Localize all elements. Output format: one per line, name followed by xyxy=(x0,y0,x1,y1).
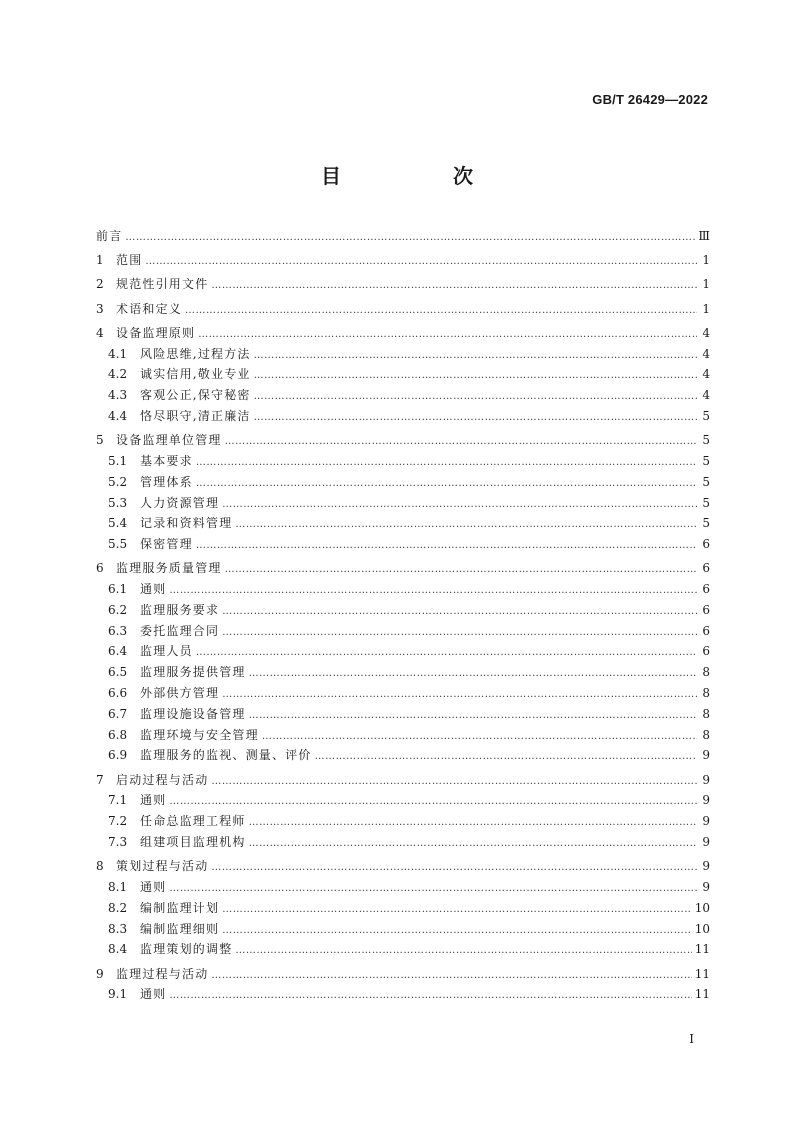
toc-entry-label: 通则 xyxy=(140,793,167,808)
toc-entry-number: 4.2 xyxy=(108,367,128,382)
toc-entry-page: 5 xyxy=(702,495,710,510)
toc-entry-number: 4.4 xyxy=(108,408,128,423)
toc-entry-number: 6.7 xyxy=(108,706,128,721)
toc-entry-label: 保密管理 xyxy=(140,537,193,552)
toc-entry-number: 5.4 xyxy=(108,516,128,531)
toc-entry-page: 5 xyxy=(702,453,710,468)
toc-section-entry[interactable] xyxy=(96,984,710,1005)
toc-entry-number: 1 xyxy=(96,253,104,268)
dot-leader xyxy=(196,643,697,664)
toc-entry-number: 4.1 xyxy=(108,346,128,361)
toc-section-entry[interactable] xyxy=(96,725,710,746)
dot-leader xyxy=(249,706,697,727)
toc-section-entry[interactable] xyxy=(96,811,710,832)
toc-section-entry[interactable] xyxy=(96,493,710,514)
toc-section-entry[interactable] xyxy=(96,939,710,960)
toc-entry-number: 5.5 xyxy=(108,537,128,552)
toc-entry-page: 4 xyxy=(702,325,710,340)
toc-entry-page: 5 xyxy=(702,516,710,531)
toc-entry-page: 4 xyxy=(702,346,710,361)
standard-code: GB/T 26429—2022 xyxy=(592,92,708,107)
toc-entry-number: 6.5 xyxy=(108,665,128,680)
toc-section-entry[interactable] xyxy=(96,364,710,385)
toc-chapter-entry[interactable] xyxy=(96,558,710,579)
toc-entry-page: 10 xyxy=(694,921,710,936)
toc-entry-page: 5 xyxy=(702,433,710,448)
dot-leader xyxy=(249,834,697,855)
toc-entry-label: 监理设施设备管理 xyxy=(140,706,246,721)
toc-entry-label: 任命总监理工程师 xyxy=(140,814,246,829)
toc-entry-label: 规范性引用文件 xyxy=(116,277,209,292)
toc-entry-page: 6 xyxy=(702,582,710,597)
toc-entry-label: 外部供方管理 xyxy=(140,686,220,701)
toc-entry-label: 策划过程与活动 xyxy=(116,859,209,874)
toc-section-entry[interactable] xyxy=(96,451,710,472)
toc-entry-number: 7 xyxy=(96,772,104,787)
toc-section-entry[interactable] xyxy=(96,790,710,811)
dot-leader xyxy=(145,252,697,273)
dot-leader xyxy=(254,346,697,367)
toc-entry-number: 5 xyxy=(96,433,104,448)
dot-leader xyxy=(169,986,691,1007)
toc-entry-label: 监理环境与安全管理 xyxy=(140,727,259,742)
toc-section-entry[interactable] xyxy=(96,513,710,534)
toc-entry-page: 11 xyxy=(694,966,710,981)
dot-leader xyxy=(211,966,691,987)
toc-chapter-entry[interactable] xyxy=(96,964,710,985)
dot-leader xyxy=(211,858,697,879)
toc-entry-number: 6 xyxy=(96,561,104,576)
dot-leader xyxy=(222,900,692,921)
toc-entry-page: 10 xyxy=(694,900,710,915)
toc-entry-number: 6.3 xyxy=(108,623,128,638)
toc-entry-label: 监理人员 xyxy=(140,644,193,659)
toc-entry-number: 7.3 xyxy=(108,835,128,850)
dot-leader xyxy=(222,602,697,623)
toc-entry-number: 6.9 xyxy=(108,748,128,763)
toc-entry-label: 基本要求 xyxy=(140,453,193,468)
toc-entry-page: 8 xyxy=(702,727,710,742)
toc-entry-page: 6 xyxy=(702,537,710,552)
toc-entry-number: 2 xyxy=(96,277,104,292)
dot-leader xyxy=(249,664,697,685)
toc-chapter-entry[interactable] xyxy=(96,323,710,344)
toc-entry-label: 客观公正,保守秘密 xyxy=(140,388,251,403)
toc-entry-number: 5.2 xyxy=(108,474,128,489)
toc-entry-label: 人力资源管理 xyxy=(140,495,220,510)
toc-entry-page: 8 xyxy=(702,686,710,701)
dot-leader xyxy=(169,879,697,900)
dot-leader xyxy=(211,772,697,793)
dot-leader xyxy=(125,228,695,249)
toc-entry-number: 5.3 xyxy=(108,495,128,510)
toc-entry-label: 监理服务要求 xyxy=(140,602,220,617)
toc-section-entry[interactable] xyxy=(96,344,710,365)
toc-entry-label: 监理策划的调整 xyxy=(140,942,233,957)
toc-entry-page: 4 xyxy=(702,367,710,382)
toc-chapter-entry[interactable] xyxy=(96,856,710,877)
toc-section-entry[interactable] xyxy=(96,683,710,704)
toc-entry-page: 6 xyxy=(702,602,710,617)
toc-entry-label: 委托监理合同 xyxy=(140,623,220,638)
toc-entry-page: 9 xyxy=(702,859,710,874)
toc-entry-label: 监理服务质量管理 xyxy=(116,561,222,576)
toc-entry-number: 6.6 xyxy=(108,686,128,701)
toc-entry-number: 4.3 xyxy=(108,388,128,403)
toc-chapter-entry[interactable] xyxy=(96,770,710,791)
toc-entry-label: 风险思维,过程方法 xyxy=(140,346,251,361)
toc-entry-number: 4 xyxy=(96,325,104,340)
toc-section-entry[interactable] xyxy=(96,877,710,898)
toc-section-entry[interactable] xyxy=(96,745,710,766)
toc-section-entry[interactable] xyxy=(96,919,710,940)
toc-entry-page: 9 xyxy=(702,880,710,895)
toc-entry-number: 8.3 xyxy=(108,921,128,936)
toc-chapter-entry[interactable] xyxy=(96,430,710,451)
toc-entry-page: 11 xyxy=(694,987,710,1002)
toc-entry-label: 设备监理单位管理 xyxy=(116,433,222,448)
toc-entry-number: 6.8 xyxy=(108,727,128,742)
toc-section-entry[interactable] xyxy=(96,621,710,642)
toc-entry-label: 恪尽职守,清正廉洁 xyxy=(140,408,251,423)
dot-leader xyxy=(249,813,697,834)
toc-chapter-entry[interactable] xyxy=(96,274,710,295)
page-number: I xyxy=(689,1032,694,1046)
toc-entry-label: 组建项目监理机构 xyxy=(140,835,246,850)
toc-entry-number: 8 xyxy=(96,859,104,874)
toc-entry-page: 1 xyxy=(702,301,710,316)
toc-entry-page: 9 xyxy=(702,748,710,763)
toc-entry-number: 8.1 xyxy=(108,880,128,895)
toc-chapter-entry[interactable] xyxy=(96,226,710,247)
toc-entry-number: 6.1 xyxy=(108,582,128,597)
dot-leader xyxy=(222,495,697,516)
dot-leader xyxy=(254,387,697,408)
toc-entry-page: 1 xyxy=(702,277,710,292)
toc-entry-label: 监理服务的监视、测量、评价 xyxy=(140,748,312,763)
dot-leader xyxy=(225,560,697,581)
toc-entry-page: 8 xyxy=(702,706,710,721)
toc-entry-label: 启动过程与活动 xyxy=(116,772,209,787)
dot-leader xyxy=(235,515,697,536)
toc-section-entry[interactable] xyxy=(96,579,710,600)
dot-leader xyxy=(222,921,692,942)
dot-leader xyxy=(222,623,697,644)
toc-entry-number: 7.1 xyxy=(108,793,128,808)
toc-section-entry[interactable] xyxy=(96,704,710,725)
dot-leader xyxy=(198,325,697,346)
toc-entry-page: 8 xyxy=(702,665,710,680)
toc-entry-page: 6 xyxy=(702,561,710,576)
toc-entry-label: 编制监理细则 xyxy=(140,921,220,936)
dot-leader xyxy=(315,747,697,768)
toc-entry-label: 编制监理计划 xyxy=(140,900,220,915)
dot-leader xyxy=(196,474,697,495)
toc-section-entry[interactable] xyxy=(96,600,710,621)
toc-entry-label: 术语和定义 xyxy=(116,301,183,316)
toc-entry-label: 通则 xyxy=(140,880,167,895)
toc-entry-page: 11 xyxy=(694,942,710,957)
toc-entry-page: 5 xyxy=(702,408,710,423)
toc-section-entry[interactable] xyxy=(96,832,710,853)
toc-entry-page: 4 xyxy=(702,388,710,403)
dot-leader xyxy=(235,941,691,962)
toc-section-entry[interactable] xyxy=(96,385,710,406)
dot-leader xyxy=(211,276,697,297)
toc-entry-number: 6.4 xyxy=(108,644,128,659)
toc-entry-label: 范围 xyxy=(116,253,143,268)
toc-entry-label: 诚实信用,敬业专业 xyxy=(140,367,251,382)
dot-leader xyxy=(262,727,697,748)
dot-leader xyxy=(254,366,697,387)
toc-entry-page: 9 xyxy=(702,835,710,850)
dot-leader xyxy=(222,685,697,706)
toc-entry-label: 通则 xyxy=(140,582,167,597)
dot-leader xyxy=(196,536,697,557)
toc-entry-page: 1 xyxy=(702,253,710,268)
toc-entry-page: 5 xyxy=(702,474,710,489)
dot-leader xyxy=(169,792,697,813)
toc-section-entry[interactable] xyxy=(96,472,710,493)
toc-chapter-entry[interactable] xyxy=(96,299,710,320)
toc-entry-number: 8.4 xyxy=(108,942,128,957)
toc-entry-page: 9 xyxy=(702,814,710,829)
dot-leader xyxy=(254,408,697,429)
toc-entry-page: Ⅲ xyxy=(698,229,710,243)
toc-entry-label: 记录和资料管理 xyxy=(140,516,233,531)
dot-leader xyxy=(185,301,697,322)
toc-title: 目 次 xyxy=(321,164,519,188)
toc-entry-number: 6.2 xyxy=(108,602,128,617)
toc-entry-number: 9.1 xyxy=(108,987,128,1002)
toc-section-entry[interactable] xyxy=(96,898,710,919)
toc-section-entry[interactable] xyxy=(96,534,710,555)
toc-entry-label: 通则 xyxy=(140,987,167,1002)
toc-chapter-entry[interactable] xyxy=(96,250,710,271)
dot-leader xyxy=(169,581,697,602)
toc-section-entry[interactable] xyxy=(96,406,710,427)
toc-entry-page: 9 xyxy=(702,793,710,808)
toc-entry-number: 9 xyxy=(96,966,104,981)
toc-entry-label: 监理过程与活动 xyxy=(116,966,209,981)
toc-entry-page: 6 xyxy=(702,623,710,638)
toc-entry-number: 7.2 xyxy=(108,814,128,829)
toc-entry-number: 5.1 xyxy=(108,453,128,468)
table-of-contents xyxy=(96,226,710,1005)
dot-leader xyxy=(225,432,697,453)
toc-entry-number: 3 xyxy=(96,301,104,316)
toc-entry-page: 6 xyxy=(702,644,710,659)
dot-leader xyxy=(196,453,697,474)
toc-section-entry[interactable] xyxy=(96,662,710,683)
toc-entry-label: 设备监理原则 xyxy=(116,325,196,340)
toc-entry-label: 监理服务提供管理 xyxy=(140,665,246,680)
toc-section-entry[interactable] xyxy=(96,641,710,662)
toc-entry-label: 管理体系 xyxy=(140,474,193,489)
toc-entry-page: 9 xyxy=(702,772,710,787)
toc-entry-number: 8.2 xyxy=(108,900,128,915)
toc-entry-label: 前言 xyxy=(96,229,123,243)
